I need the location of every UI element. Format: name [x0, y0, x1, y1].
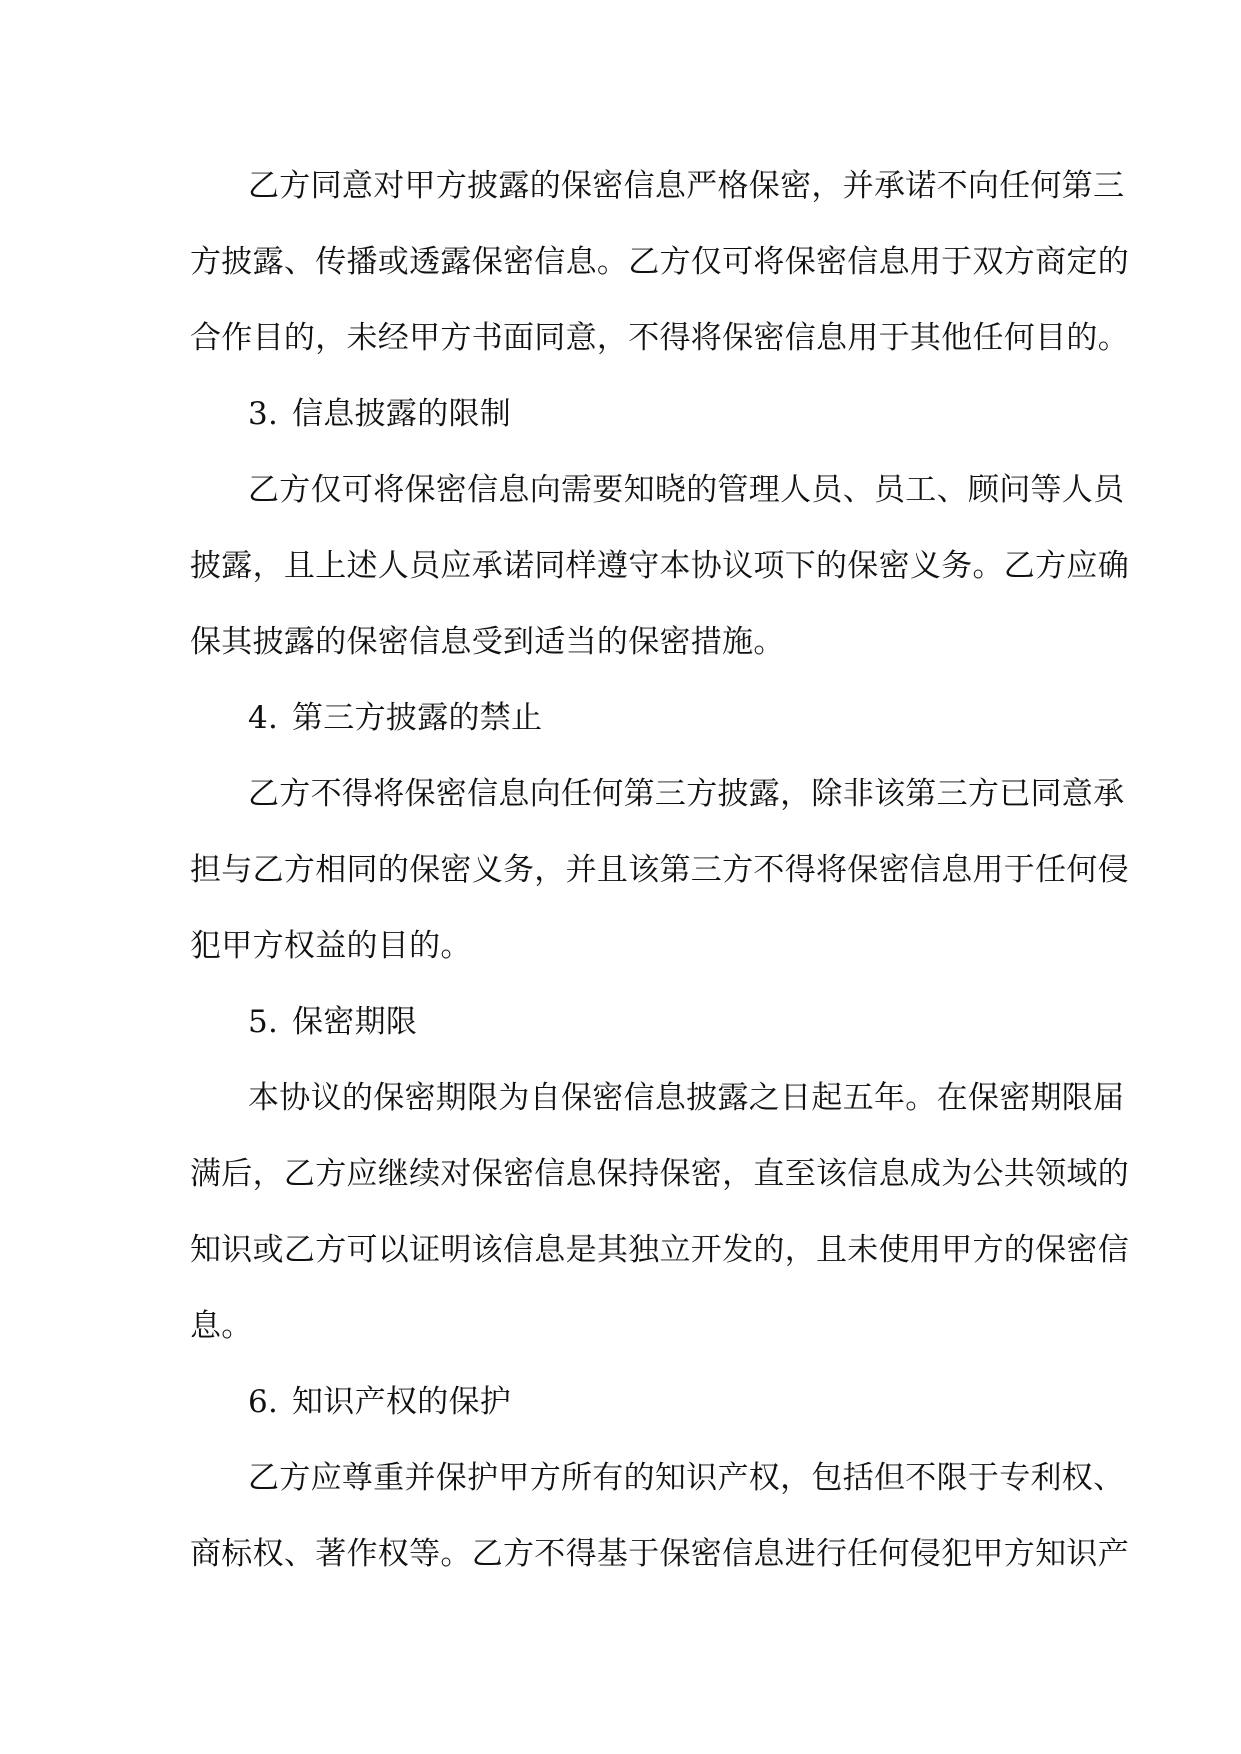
- text-line: 满后，乙方应继续对保密信息保持保密，直至该信息成为公共领域的: [190, 1156, 1129, 1192]
- section-number: 4.: [248, 700, 279, 736]
- text-line: 乙方仅可将保密信息向需要知晓的管理人员、员工、顾问等人员: [248, 472, 1125, 508]
- section-title: 第三方披露的禁止: [292, 700, 543, 736]
- section-heading-4: [190, 680, 1070, 756]
- paragraph-ip-protection: [190, 1440, 1129, 1592]
- paragraph-confidentiality-obligation: [190, 148, 1129, 376]
- section-number: 3.: [248, 396, 279, 432]
- document-body: [190, 148, 1129, 1592]
- text-line: 息。: [190, 1308, 253, 1344]
- text-line: 担与乙方相同的保密义务，并且该第三方不得将保密信息用于任何侵: [190, 852, 1129, 888]
- section-title: 信息披露的限制: [292, 396, 512, 432]
- paragraph-third-party-prohibition: [190, 756, 1129, 984]
- section-heading-6: [190, 1364, 1070, 1440]
- text-line: 披露，且上述人员应承诺同样遵守本协议项下的保密义务。乙方应确: [190, 548, 1129, 584]
- text-line: 保其披露的保密信息受到适当的保密措施。: [190, 624, 785, 660]
- text-line: 犯甲方权益的目的。: [190, 928, 472, 964]
- text-line: 本协议的保密期限为自保密信息披露之日起五年。在保密期限届: [248, 1080, 1125, 1116]
- section-title: 保密期限: [292, 1004, 418, 1040]
- text-line: 合作目的，未经甲方书面同意，不得将保密信息用于其他任何目的。: [190, 320, 1129, 356]
- paragraph-confidentiality-term: [190, 1060, 1129, 1364]
- text-line: 方披露、传播或透露保密信息。乙方仅可将保密信息用于双方商定的: [190, 244, 1129, 280]
- text-line: 知识或乙方可以证明该信息是其独立开发的，且未使用甲方的保密信: [190, 1232, 1129, 1268]
- text-line: 乙方同意对甲方披露的保密信息严格保密，并承诺不向任何第三: [248, 168, 1125, 204]
- paragraph-disclosure-limits: [190, 452, 1129, 680]
- section-number: 5.: [248, 1004, 279, 1040]
- section-heading-3: [190, 376, 1070, 452]
- section-heading-5: [190, 984, 1070, 1060]
- section-number: 6.: [248, 1384, 279, 1420]
- section-title: 知识产权的保护: [292, 1384, 512, 1420]
- text-line: 乙方不得将保密信息向任何第三方披露，除非该第三方已同意承: [248, 776, 1125, 812]
- text-line: 乙方应尊重并保护甲方所有的知识产权，包括但不限于专利权、: [248, 1460, 1125, 1496]
- text-line: 商标权、著作权等。乙方不得基于保密信息进行任何侵犯甲方知识产: [190, 1536, 1129, 1572]
